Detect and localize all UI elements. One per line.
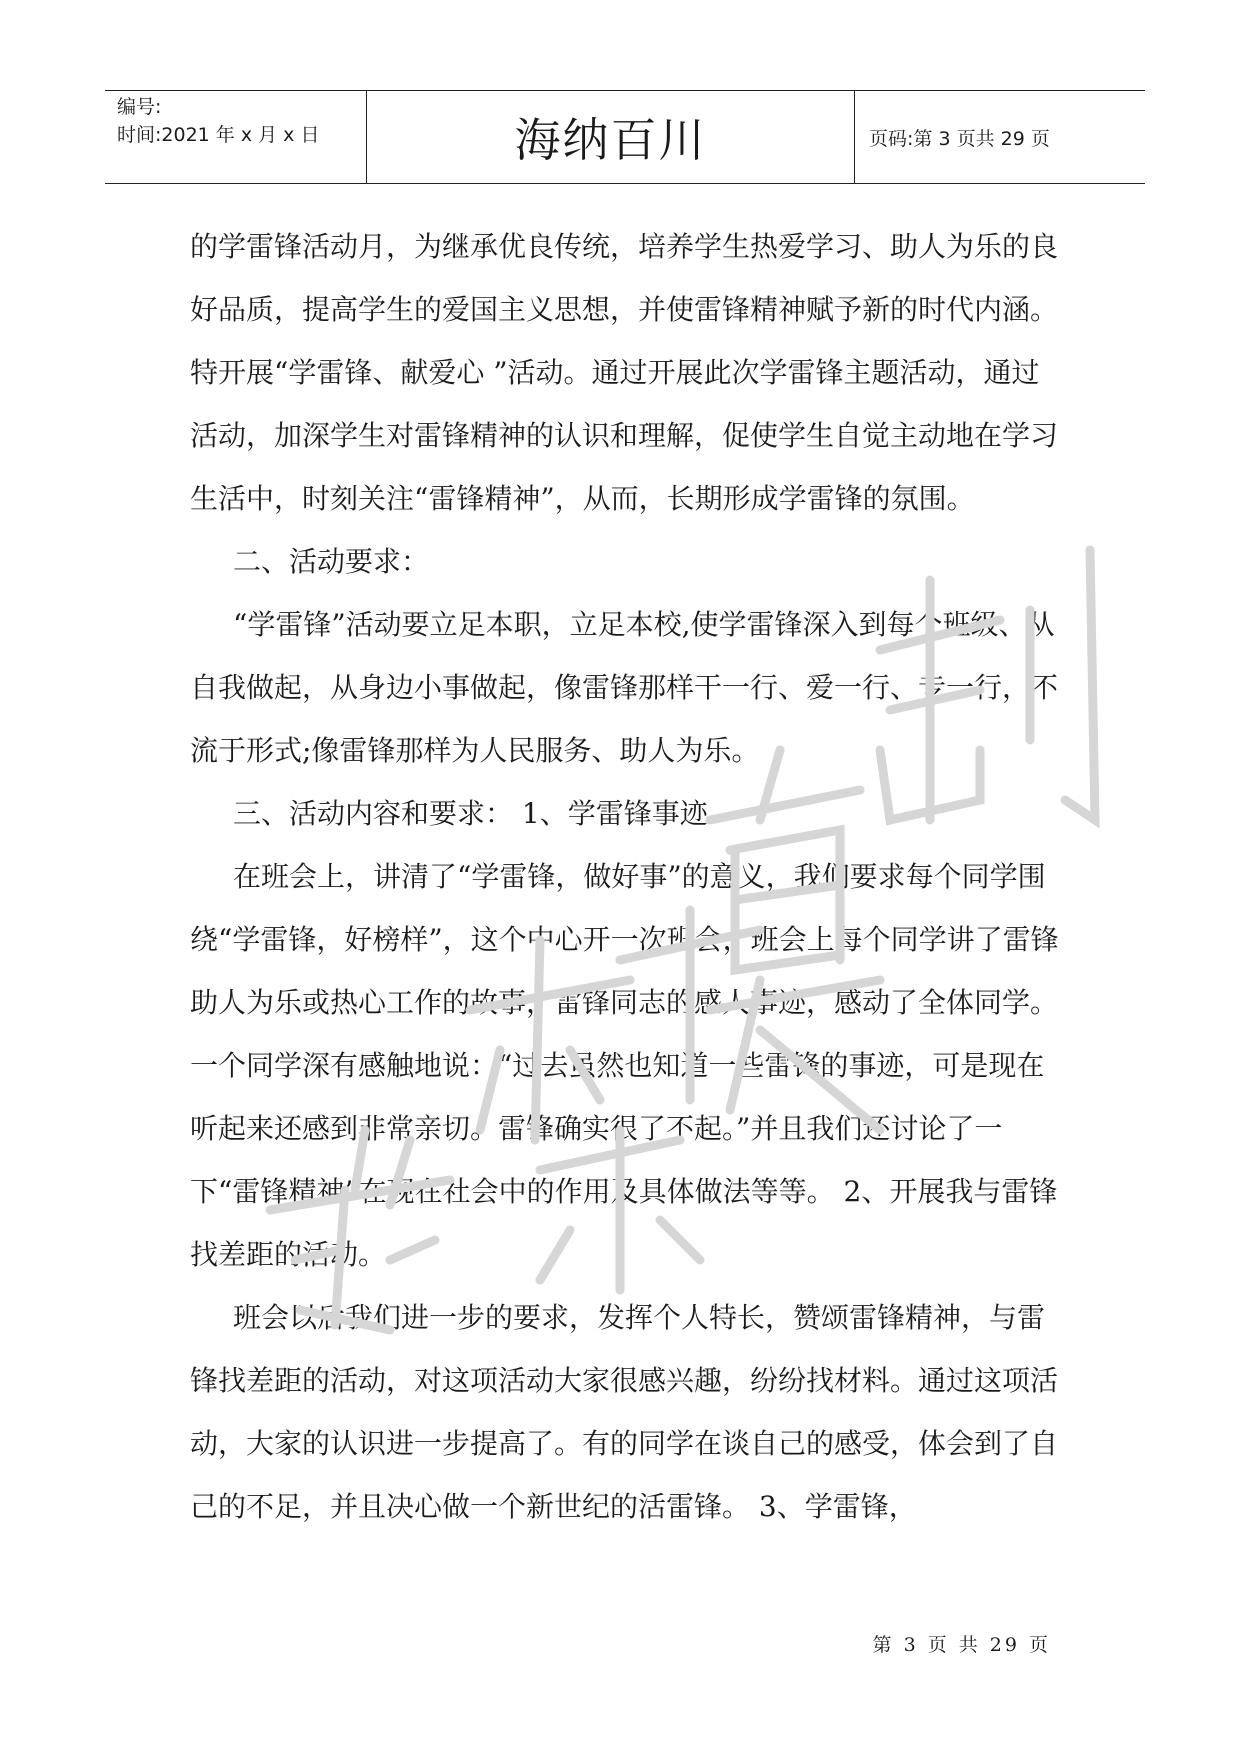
- paragraph: 在班会上，讲清了“学雷锋，做好事”的意义，我们要求每个同学围绕“学雷锋，好榜样”，这个中心开一次班会，班会上每个同学讲了雷锋助人为乐或热心工作的故事，雷锋同志的感人事迹，感动了全体同学。一个同学深有感触地说：“过去虽然也知道一些雷锋的事迹，可是现在听起来还感到非常亲切。雷锋确实很了不起。”并且我们还讨论了一下“雷锋精神”在现在社会中的作用及具体做法等等。 2、开展我与雷锋找差距的活动。: [190, 860, 1059, 1271]
- paragraph: 班会以后我们进一步的要求，发挥个人特长，赞颂雷锋精神，与雷锋找差距的活动，对这项活动大家很感兴趣，纷纷找材料。通过这项活动，大家的认识进一步提高了。有的同学在谈自己的感受，体会到了自己的不足，并且决心做一个新世纪的活雷锋。 3、学雷锋，: [190, 1301, 1059, 1523]
- page-footer: 第 3 页 共 29 页: [872, 1634, 1051, 1656]
- header-meta: [105, 91, 367, 183]
- section-heading: 三、活动内容和要求： 1、学雷锋事迹: [233, 797, 708, 830]
- paragraph: 的学雷锋活动月，为继承优良传统，培养学生热爱学习、助人为乐的良好品质，提高学生的爱国主义思想，并使雷锋精神赋予新的时代内涵。特开展“学雷锋、献爱心 ”活动。通过开展此次学雷锋主题活动，通过活动，加深学生对雷锋精神的认识和理解，促使学生自觉主动地在学习生活中，时刻关注“雷锋精神”，从而，长期形成学雷锋的氛围。: [190, 230, 1059, 515]
- number-label: 编号:: [117, 96, 162, 118]
- header-title: 海纳百川: [367, 91, 855, 183]
- document-body: [190, 215, 1060, 1538]
- paragraph: “学雷锋”活动要立足本职，立足本校,使学雷锋深入到每个班级、从自我做起，从身边小事做起，像雷锋那样干一行、爱一行、专一行，不流于形式;像雷锋那样为人民服务、助人为乐。: [190, 608, 1059, 767]
- time-label: 时间:2021 年 x 月 x 日: [117, 124, 320, 146]
- section-heading: 二、活动要求：: [233, 545, 430, 578]
- document-header: [105, 90, 1145, 184]
- header-page-info: 页码:第 3 页共 29 页: [869, 127, 1050, 150]
